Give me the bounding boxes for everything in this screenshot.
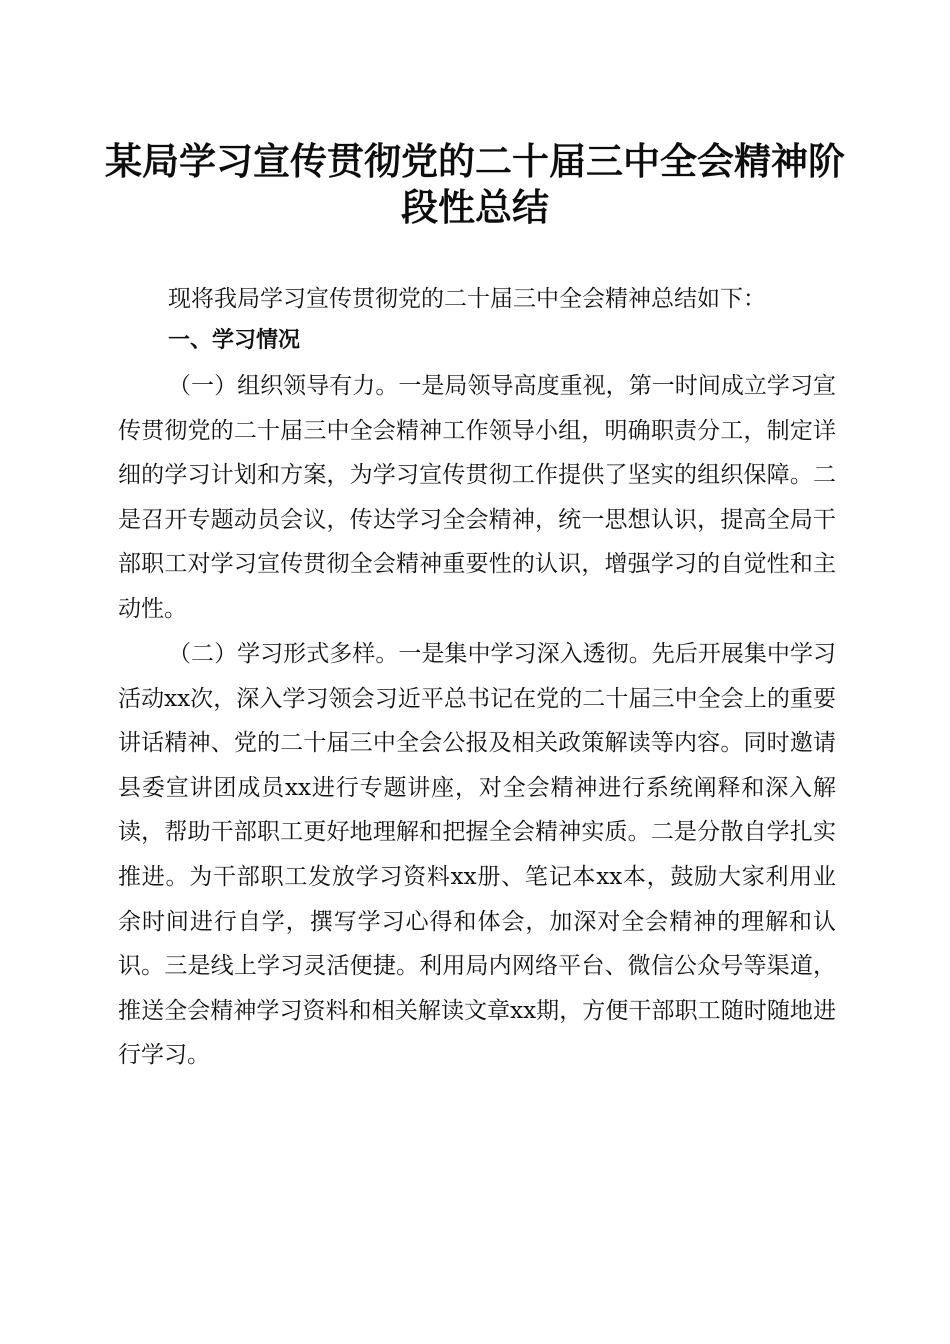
- intro-paragraph: 现将我局学习宣传贯彻党的二十届三中全会精神总结如下：: [168, 286, 766, 312]
- subsection-heading-organization-leadership: （一）组织领导有力。: [168, 373, 399, 399]
- document-title-line-2: 段性总结: [401, 185, 549, 229]
- subsection-heading-learning-forms: （二）学习形式多样。: [168, 641, 399, 667]
- document-title-line-1: 某局学习宣传贯彻党的二十届三中全会精神阶: [105, 139, 845, 183]
- section-heading-study-situation: 一、学习情况: [168, 328, 301, 353]
- paragraph-organization-leadership: [118, 364, 836, 632]
- subsection-text-learning-forms: 一是集中学习深入透彻。先后开展集中学习活动xx次，深入学习领会习近平总书记在党的二十届三中全会上的重要讲话精神、党的二十届三中全会公报及相关政策解读等内容。同时邀请县委宣讲团成员xx进行专题讲座，对全会精神进行系统阐释和深入解读，帮助干部职工更好地理解和把握全会精神实质。二是分散自学扎实推进。为干部职工发放学习资料xx册、笔记本xx本，鼓励大家利用业余时间进行自学，撰写学习心得和体会，加深对全会精神的理解和认识。三是线上学习灵活便捷。利用局内网络平台、微信公众号等渠道，推送全会精神学习资料和相关解读文章xx期，方便干部职工随时随地进行学习。: [118, 641, 837, 1069]
- subsection-text-organization-leadership: 一是局领导高度重视，第一时间成立学习宣传贯彻党的二十届三中全会精神工作领导小组，明确职责分工，制定详细的学习计划和方案，为学习宣传贯彻工作提供了坚实的组织保障。二是召开专题动员会议，传达学习全会精神，统一思想认识，提高全局干部职工对学习宣传贯彻全会精神重要性的认识，增强学习的自觉性和主动性。: [118, 373, 837, 622]
- paragraph-learning-forms: [118, 632, 836, 1078]
